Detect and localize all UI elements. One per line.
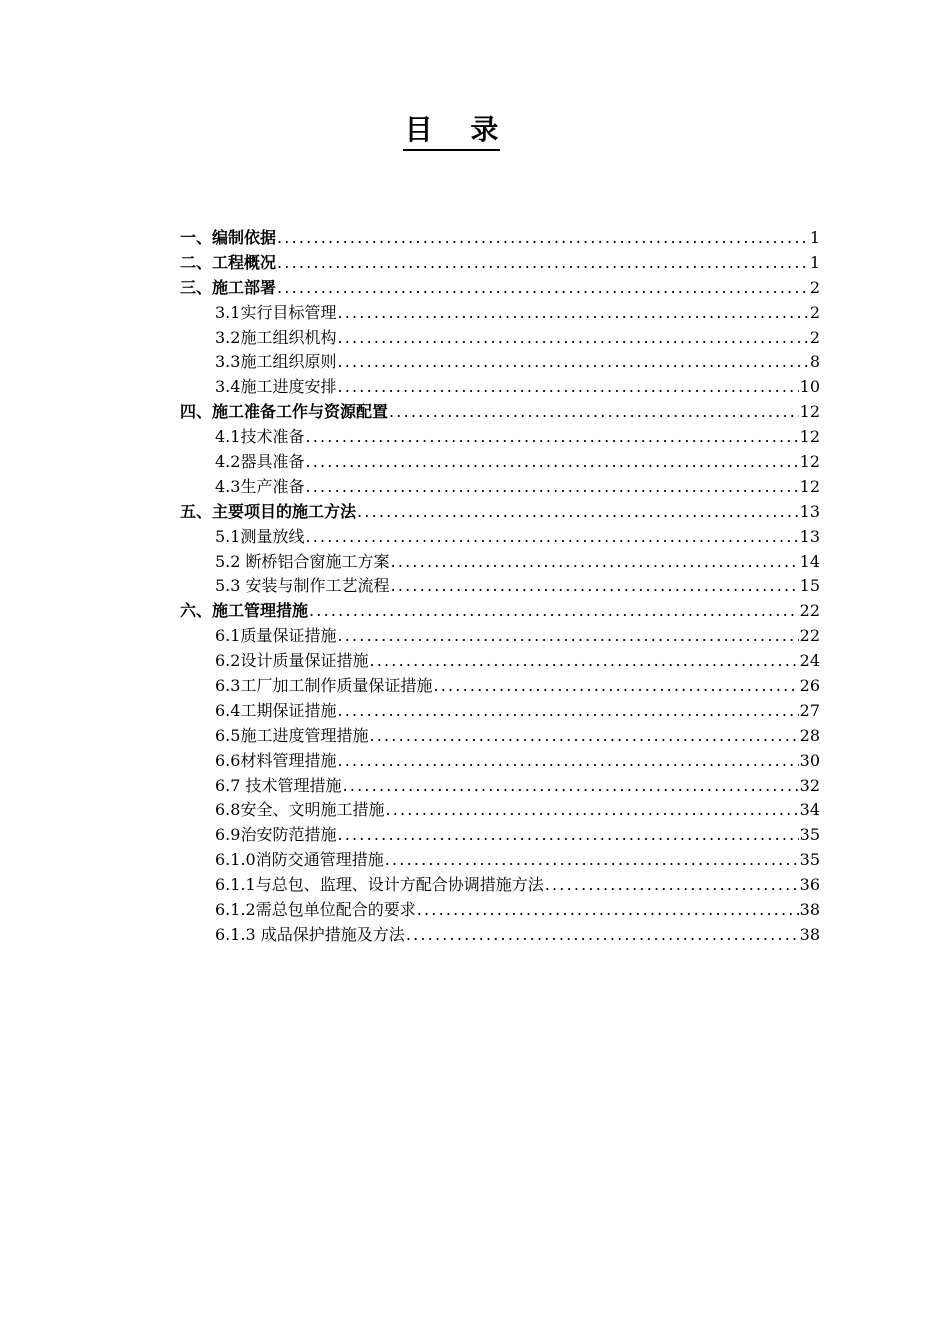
toc-entry-label: 3.3施工组织原则: [215, 352, 337, 372]
toc-page-number: 1: [809, 228, 820, 247]
toc-page-number: 12: [799, 427, 820, 447]
toc-dot-leader: [391, 574, 799, 599]
toc-dot-leader: [337, 699, 798, 724]
toc-page-number: 13: [799, 501, 820, 521]
toc-subsection-entry[interactable]: [180, 649, 820, 674]
toc-subsection-entry[interactable]: [180, 350, 820, 375]
toc-entry-label: 4.1技术准备: [215, 427, 305, 447]
toc-subsection-entry[interactable]: [180, 574, 820, 599]
toc-entry-label: 6.1.1与总包、监理、设计方配合协调措施方法: [215, 875, 544, 895]
toc-dot-leader: [337, 749, 798, 774]
toc-entry-label: 6.1质量保证措施: [215, 626, 337, 646]
toc-page-number: 14: [799, 551, 820, 571]
toc-entry-label: 4.2器具准备: [215, 452, 305, 472]
toc-entry-label: 6.6材料管理措施: [215, 750, 337, 770]
toc-page-number: 36: [799, 875, 820, 895]
toc-dot-leader: [337, 823, 798, 848]
toc-page-number: 2: [809, 327, 820, 347]
toc-subsection-entry[interactable]: [180, 425, 820, 450]
toc-entry-label: 3.2施工组织机构: [215, 327, 337, 347]
toc-page-number: 22: [799, 601, 820, 621]
table-of-contents: [180, 226, 820, 948]
toc-entry-label: 四、施工准备工作与资源配置: [180, 402, 389, 422]
toc-subsection-entry[interactable]: [180, 525, 820, 550]
toc-page-number: 1: [809, 252, 820, 272]
toc-section-entry[interactable]: [180, 599, 820, 624]
toc-section-entry[interactable]: [180, 276, 820, 301]
toc-entry-label: 6.1.3 成品保护措施及方法: [215, 924, 405, 944]
toc-section-entry[interactable]: [180, 251, 820, 276]
toc-dot-leader: [277, 226, 809, 251]
toc-subsection-entry[interactable]: [180, 550, 820, 575]
toc-dot-leader: [369, 724, 798, 749]
toc-page-number: 27: [799, 700, 820, 720]
toc-dot-leader: [337, 350, 808, 375]
toc-subsection-entry[interactable]: [180, 873, 820, 898]
toc-page-number: 10: [799, 377, 820, 397]
toc-subsection-entry[interactable]: [180, 624, 820, 649]
toc-dot-leader: [357, 500, 799, 525]
toc-page-number: 32: [799, 775, 820, 795]
toc-dot-leader: [305, 525, 798, 550]
toc-dot-leader: [277, 276, 809, 301]
toc-subsection-entry[interactable]: [180, 774, 820, 799]
toc-dot-leader: [337, 326, 808, 351]
toc-dot-leader: [337, 624, 798, 649]
toc-dot-leader: [406, 923, 799, 948]
toc-entry-label: 二、工程概况: [180, 252, 277, 272]
toc-entry-label: 6.3工厂加工制作质量保证措施: [215, 676, 433, 696]
toc-dot-leader: [309, 599, 799, 624]
toc-entry-label: 6.1.0消防交通管理措施: [215, 850, 384, 870]
toc-subsection-entry[interactable]: [180, 923, 820, 948]
toc-page-number: 8: [809, 352, 820, 372]
toc-subsection-entry[interactable]: [180, 450, 820, 475]
toc-page-number: 15: [799, 576, 820, 596]
toc-subsection-entry[interactable]: [180, 798, 820, 823]
toc-subsection-entry[interactable]: [180, 475, 820, 500]
toc-page-number: 2: [809, 277, 820, 297]
toc-section-entry[interactable]: [180, 400, 820, 425]
toc-entry-label: 五、主要项目的施工方法: [180, 501, 357, 521]
toc-subsection-entry[interactable]: [180, 301, 820, 326]
toc-dot-leader: [385, 798, 798, 823]
toc-subsection-entry[interactable]: [180, 375, 820, 400]
toc-subsection-entry[interactable]: [180, 823, 820, 848]
toc-entry-label: 三、施工部署: [180, 277, 277, 297]
toc-subsection-entry[interactable]: [180, 724, 820, 749]
toc-page-number: 22: [799, 626, 820, 646]
toc-subsection-entry[interactable]: [180, 848, 820, 873]
toc-page-number: 35: [799, 825, 820, 845]
toc-dot-leader: [305, 450, 798, 475]
toc-page-number: 12: [799, 476, 820, 496]
toc-page-number: 35: [799, 850, 820, 870]
toc-page-number: 38: [799, 900, 820, 920]
toc-page-number: 30: [799, 750, 820, 770]
toc-page-number: 28: [799, 725, 820, 745]
toc-subsection-entry[interactable]: [180, 898, 820, 923]
toc-section-entry[interactable]: [180, 226, 820, 251]
toc-subsection-entry[interactable]: [180, 749, 820, 774]
toc-entry-label: 6.4工期保证措施: [215, 700, 337, 720]
page-title-text: 目 录: [403, 108, 501, 151]
toc-subsection-entry[interactable]: [180, 674, 820, 699]
toc-page-number: 12: [799, 402, 820, 422]
toc-entry-label: 6.9治安防范措施: [215, 825, 337, 845]
toc-page-number: 34: [799, 800, 820, 820]
toc-entry-label: 六、施工管理措施: [180, 601, 309, 621]
toc-page-number: 13: [799, 526, 820, 546]
toc-entry-label: 5.3 安装与制作工艺流程: [215, 576, 390, 596]
toc-entry-label: 5.1测量放线: [215, 526, 305, 546]
toc-dot-leader: [337, 375, 798, 400]
toc-page-number: 24: [799, 651, 820, 671]
toc-dot-leader: [343, 774, 799, 799]
toc-dot-leader: [391, 550, 799, 575]
toc-dot-leader: [417, 898, 799, 923]
toc-page-number: 26: [799, 676, 820, 696]
toc-entry-label: 6.5施工进度管理措施: [215, 725, 369, 745]
toc-page-number: 12: [799, 452, 820, 472]
toc-page-number: 38: [799, 924, 820, 944]
toc-dot-leader: [369, 649, 798, 674]
toc-dot-leader: [433, 674, 798, 699]
toc-dot-leader: [545, 873, 799, 898]
toc-section-entry[interactable]: [180, 500, 820, 525]
toc-entry-label: 6.7 技术管理措施: [215, 775, 342, 795]
toc-entry-label: 6.2设计质量保证措施: [215, 651, 369, 671]
toc-dot-leader: [385, 848, 799, 873]
toc-entry-label: 3.4施工进度安排: [215, 377, 337, 397]
toc-entry-label: 5.2 断桥铝合窗施工方案: [215, 551, 390, 571]
toc-dot-leader: [305, 475, 798, 500]
toc-dot-leader: [277, 251, 809, 276]
toc-page-number: 2: [809, 302, 820, 322]
toc-entry-label: 一、编制依据: [180, 228, 277, 247]
toc-dot-leader: [337, 301, 808, 326]
toc-entry-label: 3.1实行目标管理: [215, 302, 337, 322]
toc-entry-label: 6.1.2需总包单位配合的要求: [215, 900, 416, 920]
page-title: [0, 108, 903, 151]
toc-subsection-entry[interactable]: [180, 326, 820, 351]
toc-subsection-entry[interactable]: [180, 699, 820, 724]
toc-dot-leader: [305, 425, 798, 450]
toc-dot-leader: [389, 400, 799, 425]
toc-entry-label: 4.3生产准备: [215, 476, 305, 496]
toc-entry-label: 6.8安全、文明施工措施: [215, 800, 385, 820]
